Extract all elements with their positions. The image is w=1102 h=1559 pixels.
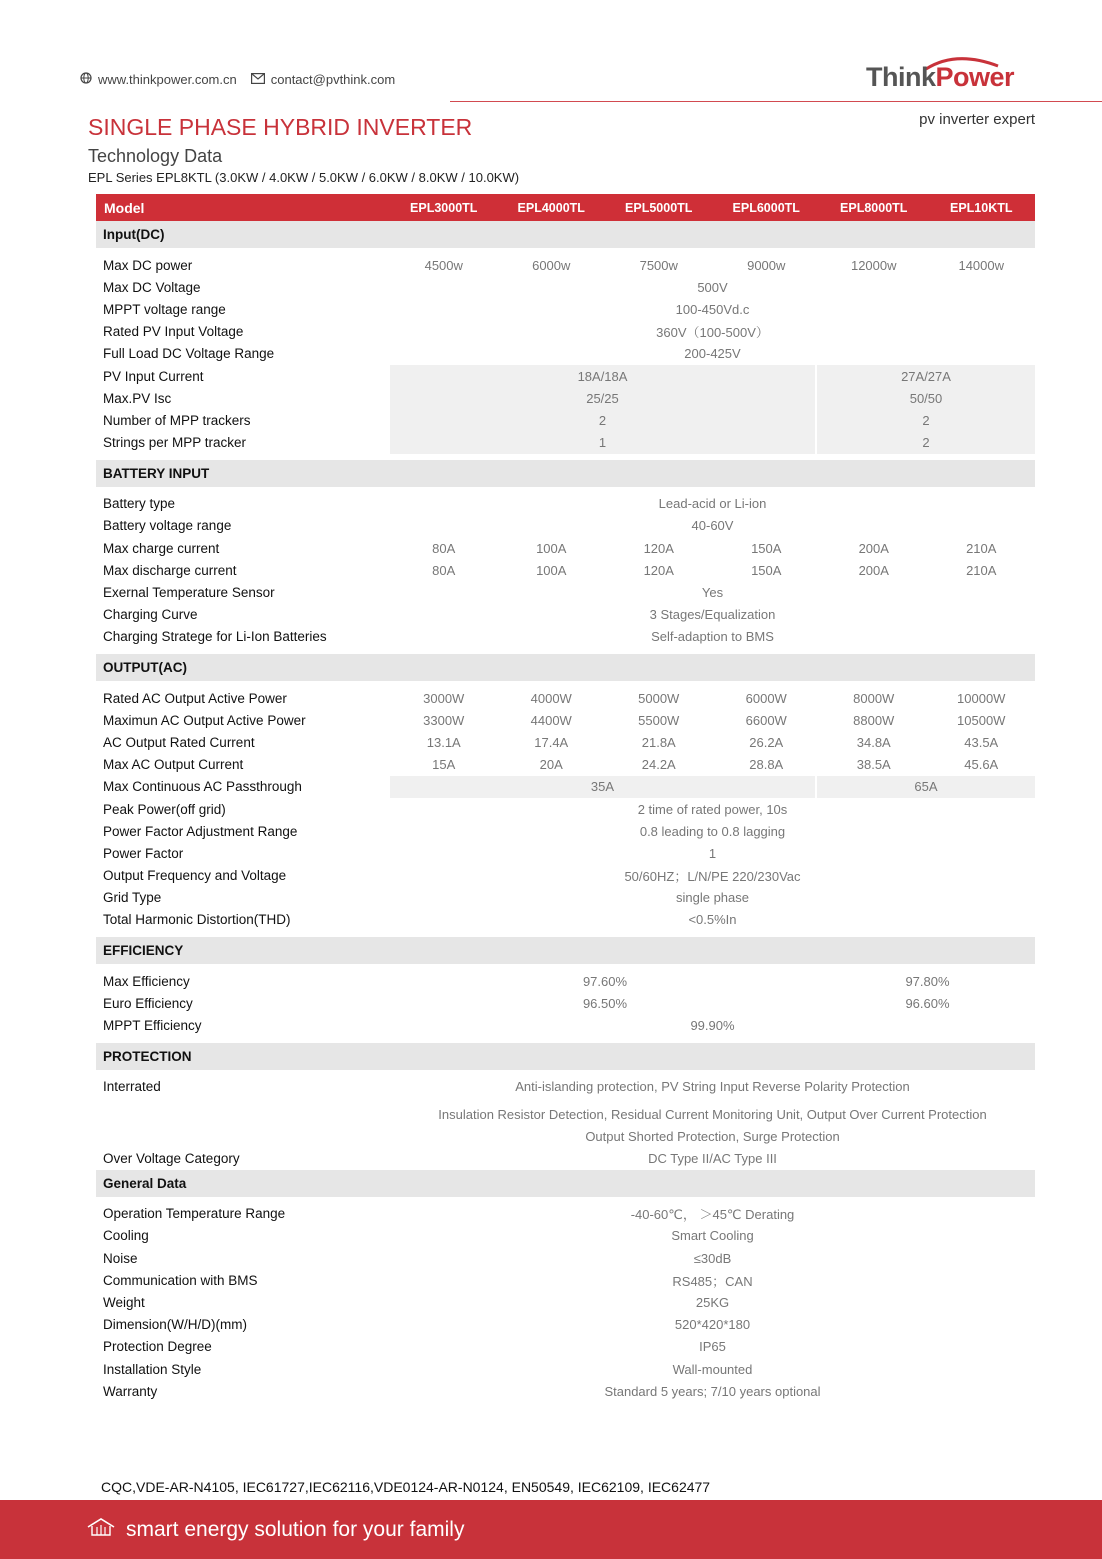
table-row — [96, 1314, 1035, 1336]
cell: 5000W — [638, 690, 680, 706]
cell: 34.8A — [856, 734, 891, 750]
model-col: EPL3000TL — [410, 200, 478, 215]
table-row — [96, 537, 1035, 559]
model-col: EPL6000TL — [732, 200, 800, 215]
cell: Anti-islanding protection, PV String Input Reverse Polarity Protection — [515, 1079, 910, 1095]
model-col: EPL10KTL — [949, 200, 1013, 215]
cell: 120A — [643, 562, 674, 578]
cell: 10000W — [957, 690, 1006, 706]
cell: 13.1A — [426, 734, 461, 750]
row-label: Max charge current — [103, 540, 220, 556]
table-row — [96, 1291, 1035, 1313]
page-subtitle: Technology Data — [88, 146, 223, 166]
row-label: Interrated — [103, 1079, 161, 1095]
cell: Lead-acid or Li-ion — [658, 496, 767, 512]
table-row — [96, 1104, 1035, 1126]
table-row — [96, 493, 1035, 515]
cell: DC Type II/AC Type III — [648, 1151, 777, 1167]
section-efficiency: EFFICIENCY — [96, 937, 1035, 964]
row-label: Max AC Output Current — [103, 757, 244, 773]
page-title: SINGLE PHASE HYBRID INVERTER — [88, 114, 473, 140]
section-battery: BATTERY INPUT — [96, 460, 1035, 487]
cell: 3 Stages/Equalization — [649, 607, 776, 623]
table-row — [96, 1126, 1035, 1148]
website-link[interactable]: www.thinkpower.com.cn — [98, 72, 237, 87]
cell: Wall-mounted — [672, 1361, 753, 1377]
cell: 360V（100-500V） — [656, 325, 769, 341]
cell: 25KG — [695, 1294, 730, 1310]
cell: 5500W — [638, 712, 680, 728]
cell: 99.90% — [690, 1018, 735, 1034]
cell: 6000W — [745, 690, 787, 706]
row-label: PV Input Current — [103, 368, 204, 384]
cell: 8800W — [853, 712, 895, 728]
row-label: Power Factor — [103, 845, 184, 861]
cell: 10500W — [957, 712, 1006, 728]
table-row — [96, 604, 1035, 626]
header-rule — [450, 101, 1102, 102]
table-row — [96, 687, 1035, 709]
cell: 50/60HZ；L/N/PE 220/230Vac — [624, 869, 801, 885]
cell: 1 — [708, 845, 717, 861]
cell-group-b: 65A — [817, 776, 1035, 798]
cell: 200A — [858, 562, 889, 578]
row-label: Max Efficiency — [103, 973, 190, 989]
table-row — [96, 1014, 1035, 1036]
table-row — [96, 798, 1035, 820]
table-row — [96, 865, 1035, 887]
cell: Yes — [701, 585, 724, 601]
table-row — [96, 387, 1035, 409]
globe-icon — [80, 72, 92, 87]
footer-bar — [0, 1500, 1102, 1559]
table-row — [96, 1269, 1035, 1291]
cell: 21.8A — [641, 734, 676, 750]
table-row — [96, 298, 1035, 320]
row-label: Max discharge current — [103, 562, 237, 578]
cell: 100A — [536, 562, 567, 578]
cell-group-b: 50/50 — [817, 387, 1035, 409]
cell: 15A — [432, 757, 456, 773]
table-row — [96, 992, 1035, 1014]
row-label: Peak Power(off grid) — [103, 801, 226, 817]
table-row — [96, 515, 1035, 537]
row-label: Warranty — [103, 1383, 158, 1399]
cell: 200-425V — [684, 346, 741, 362]
cell: -40-60℃， ＞45℃ Derating — [630, 1207, 795, 1223]
cell: 200A — [858, 540, 889, 556]
row-label: Max DC power — [103, 257, 193, 273]
cell: 100A — [536, 540, 567, 556]
table-row — [96, 409, 1035, 431]
table-row — [96, 1076, 1035, 1098]
row-label: AC Output Rated Current — [103, 734, 255, 750]
cell: 12000w — [850, 257, 897, 273]
table-row — [96, 887, 1035, 909]
model-col: EPL8000TL — [840, 200, 908, 215]
section-protection: PROTECTION — [96, 1043, 1035, 1070]
cell: 38.5A — [856, 757, 891, 773]
logo-power: Power — [935, 62, 1015, 92]
cell: Standard 5 years; 7/10 years optional — [604, 1383, 821, 1399]
cell: <0.5%In — [688, 912, 737, 928]
table-row — [96, 343, 1035, 365]
model-label: Model — [104, 199, 145, 216]
row-label: Charging Stratege for Li-Ion Batteries — [103, 629, 327, 645]
table-row — [96, 581, 1035, 603]
cell: 45.6A — [964, 757, 999, 773]
cell: 28.8A — [749, 757, 784, 773]
table-row — [96, 731, 1035, 753]
model-col: EPL4000TL — [517, 200, 585, 215]
cell: 14000w — [958, 257, 1005, 273]
cell: 24.2A — [641, 757, 676, 773]
row-label: Weight — [103, 1294, 145, 1310]
cell: 8000W — [853, 690, 895, 706]
cell: 80A — [432, 540, 456, 556]
row-label: Number of MPP trackers — [103, 412, 251, 428]
cell: 43.5A — [964, 734, 999, 750]
table-row — [96, 1336, 1035, 1358]
model-col: EPL5000TL — [625, 200, 693, 215]
table-row — [96, 1203, 1035, 1225]
cell: 7500w — [639, 257, 678, 273]
cell: 6000w — [532, 257, 571, 273]
row-label: Power Factor Adjustment Range — [103, 823, 298, 839]
row-label: Cooling — [103, 1228, 149, 1244]
table-row — [96, 842, 1035, 864]
cell: 6600W — [745, 712, 787, 728]
table-row — [96, 1358, 1035, 1380]
certifications: CQC,VDE-AR-N4105, IEC61727,IEC62116,VDE0124-AR-N0124, EN50549, IEC62109, IEC62477 — [101, 1479, 711, 1495]
table-row — [96, 321, 1035, 343]
cell-group-b: 2 — [817, 432, 1035, 454]
row-label: Operation Temperature Range — [103, 1206, 286, 1222]
table-row — [96, 1247, 1035, 1269]
row-label: Max.PV Isc — [103, 390, 172, 406]
cell: Self-adaption to BMS — [651, 629, 774, 645]
table-row — [96, 626, 1035, 648]
cell-group-a: 2 — [390, 409, 815, 431]
cell: 4400W — [530, 712, 572, 728]
cell: RS485；CAN — [672, 1273, 753, 1289]
mail-icon — [251, 72, 265, 87]
cell-group-b: 27A/27A — [817, 365, 1035, 387]
row-label: Rated AC Output Active Power — [103, 690, 287, 706]
row-label: Battery voltage range — [103, 518, 232, 534]
cell: 150A — [751, 540, 782, 556]
row-label: Maximun AC Output Active Power — [103, 712, 306, 728]
section-input-dc: Input(DC) — [96, 221, 1035, 248]
table-row — [96, 754, 1035, 776]
row-label: Strings per MPP tracker — [103, 435, 247, 451]
table-row — [96, 776, 1035, 798]
row-label: Euro Efficiency — [103, 995, 193, 1011]
row-label: Battery type — [103, 496, 176, 512]
spec-table — [96, 194, 1035, 1402]
cell: 3300W — [423, 712, 465, 728]
footer-slogan: smart energy solution for your family — [126, 1517, 465, 1541]
cell: 2 time of rated power, 10s — [637, 801, 788, 817]
cell: 210A — [966, 562, 997, 578]
cell-group-b: 97.80% — [905, 973, 950, 989]
table-row — [96, 1148, 1035, 1170]
cell-group-a: 1 — [390, 432, 815, 454]
row-label: MPPT voltage range — [103, 301, 226, 317]
table-row — [96, 909, 1035, 931]
logo-think: Think — [866, 62, 936, 92]
cell: IP65 — [699, 1339, 726, 1355]
row-label: Total Harmonic Distortion(THD) — [103, 912, 291, 928]
cell: 150A — [751, 562, 782, 578]
table-row — [96, 276, 1035, 298]
cell: 500V — [697, 279, 728, 295]
row-label: Noise — [103, 1250, 138, 1266]
row-label: Installation Style — [103, 1361, 202, 1377]
cell: ≤30dB — [693, 1250, 732, 1266]
cell: 4500w — [424, 257, 463, 273]
table-row — [96, 432, 1035, 454]
cell-group-a: 18A/18A — [390, 365, 815, 387]
row-label: Full Load DC Voltage Range — [103, 346, 275, 362]
cell: 100-450Vd.c — [675, 301, 750, 317]
cell-group-a: 96.50% — [582, 995, 628, 1011]
cell: 17.4A — [534, 734, 569, 750]
row-label: MPPT Efficiency — [103, 1018, 202, 1034]
cell: single phase — [676, 890, 749, 906]
cell-group-a: 97.60% — [582, 973, 628, 989]
cell: 26.2A — [749, 734, 784, 750]
row-label: Communication with BMS — [103, 1272, 258, 1288]
contact-bar — [80, 72, 395, 87]
row-label: Protection Degree — [103, 1339, 212, 1355]
cell: 80A — [432, 562, 456, 578]
cell: 20A — [539, 757, 563, 773]
cell: Smart Cooling — [671, 1228, 754, 1244]
house-icon — [86, 1517, 116, 1543]
cell: 4000W — [530, 690, 572, 706]
cell: 120A — [643, 540, 674, 556]
cell: 520*420*180 — [674, 1317, 751, 1333]
table-header — [96, 194, 1035, 221]
row-label: Charging Curve — [103, 607, 198, 623]
row-label: Grid Type — [103, 890, 162, 906]
table-row — [96, 1225, 1035, 1247]
cell-group-a: 25/25 — [390, 387, 815, 409]
row-label: Rated PV Input Voltage — [103, 324, 244, 340]
email-link[interactable]: contact@pvthink.com — [270, 72, 396, 87]
series-line: EPL Series EPL8KTL (3.0KW / 4.0KW / 5.0KW / 6.0KW / 8.0KW / 10.0KW) — [88, 170, 520, 185]
row-label: Over Voltage Category — [103, 1151, 240, 1167]
row-label: Output Frequency and Voltage — [103, 868, 287, 884]
tagline: pv inverter expert — [919, 111, 1035, 128]
thinkpower-logo — [866, 52, 1038, 94]
cell-group-b: 96.60% — [905, 995, 950, 1011]
cell: 0.8 leading to 0.8 lagging — [639, 823, 786, 839]
table-row — [96, 820, 1035, 842]
section-general: General Data — [96, 1170, 1035, 1197]
table-row — [96, 559, 1035, 581]
row-label: Exernal Temperature Sensor — [103, 585, 275, 601]
cell-group-b: 2 — [817, 409, 1035, 431]
cell-group-a: 35A — [390, 776, 815, 798]
section-output: OUTPUT(AC) — [96, 654, 1035, 681]
cell: 210A — [966, 540, 997, 556]
cell: 40-60V — [691, 518, 734, 534]
cell: Insulation Resistor Detection, Residual Current Monitoring Unit, Output Over Current Protection — [438, 1107, 987, 1123]
row-label: Dimension(W/H/D)(mm) — [103, 1317, 247, 1333]
table-row — [96, 254, 1035, 276]
table-row — [96, 1380, 1035, 1402]
cell: 3000W — [423, 690, 465, 706]
table-row — [96, 970, 1035, 992]
cell: 9000w — [747, 257, 786, 273]
row-label: Max Continuous AC Passthrough — [103, 779, 302, 795]
cell: Output Shorted Protection, Surge Protection — [585, 1129, 840, 1145]
row-label: Max DC Voltage — [103, 279, 201, 295]
table-row — [96, 709, 1035, 731]
table-row — [96, 365, 1035, 387]
